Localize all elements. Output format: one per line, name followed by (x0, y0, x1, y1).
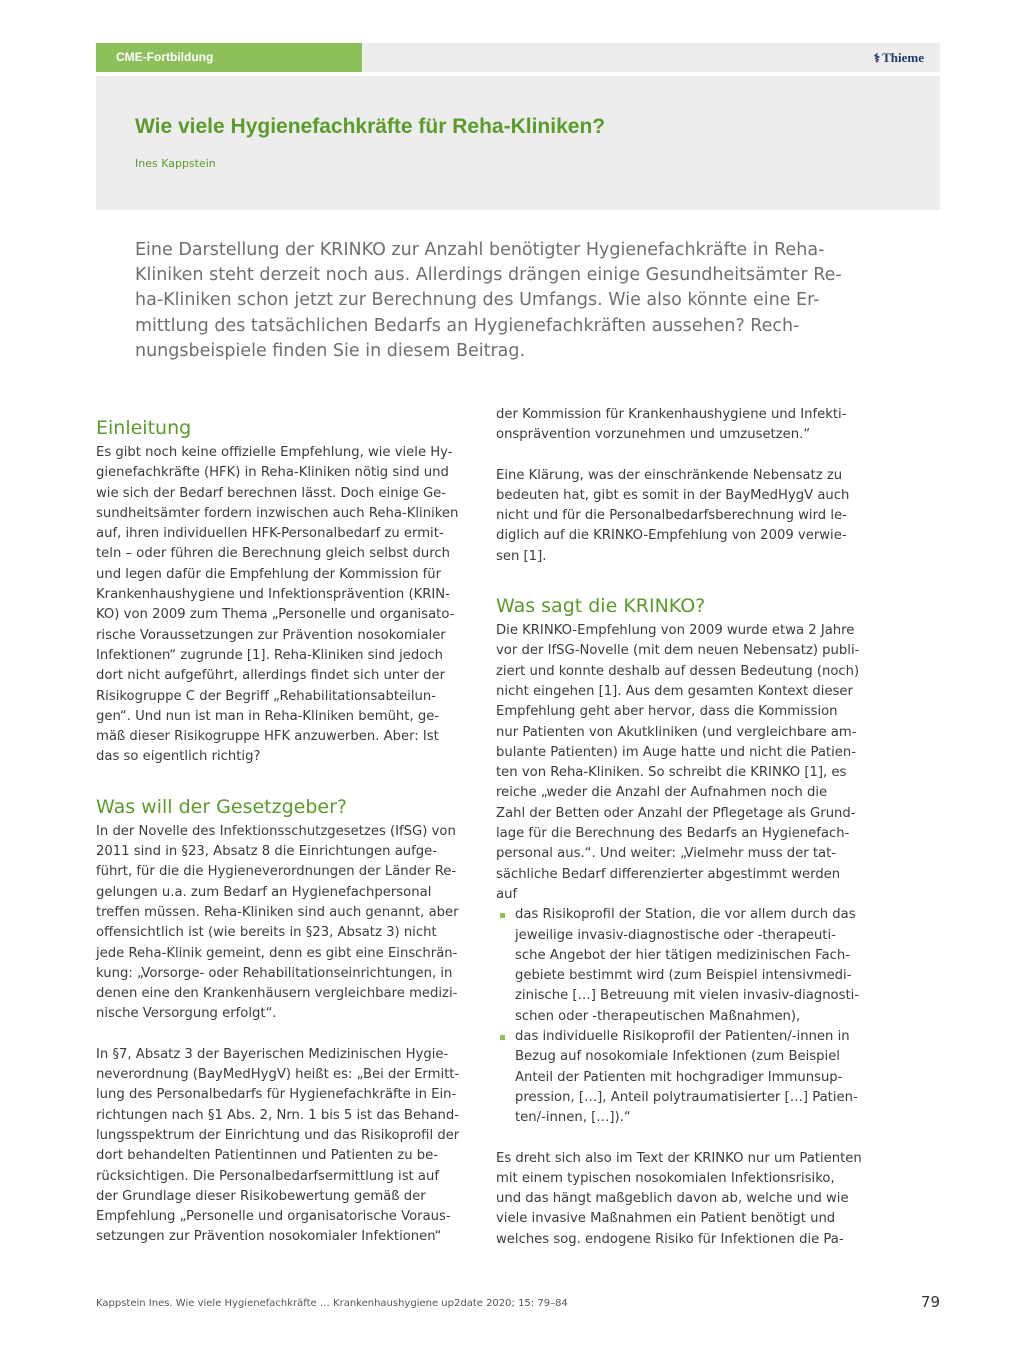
text-line: treffen müssen. Reha-Kliniken sind auch genannt, aber (96, 904, 459, 920)
text-line: bulante Patienten) im Auge hatte und nicht die Patien- (496, 744, 856, 760)
lead-line: mittlung des tatsächlichen Bedarfs an Hygienefachkräften aussehen? Rech- (135, 315, 800, 336)
publisher-logo (874, 43, 924, 72)
text-line: nicht und für die Personalbedarfsberechnung wird le- (496, 508, 847, 524)
lead-line: Eine Darstellung der KRINKO zur Anzahl benötigter Hygienefachkräfte in Reha- (135, 240, 825, 260)
text-line: jede Reha-Klinik gemeint, denn es gibt eine Einschrän- (96, 945, 458, 961)
paragraph-gesetzgeber-2-cont (496, 405, 853, 446)
text-line: auf, ihren individuellen HFK-Personalbedarf zu ermit- (96, 526, 444, 542)
text-line: bedeuten hat, gibt es somit in der BayMedHygV auch (496, 487, 850, 503)
text-line: denen eine den Krankenhäusern vergleichbare medizi- (96, 986, 458, 1002)
lead-line: nungsbeispiele finden Sie in diesem Beitrag. (135, 340, 526, 361)
text-line: viele invasive Maßnahmen ein Patient benötigt und (496, 1211, 836, 1227)
text-line: lage für die Berechnung des Bedarfs an Hygienefach- (496, 826, 850, 842)
text-line: diglich auf die KRINKO-Empfehlung von 2009 verwie- (496, 528, 847, 544)
text-line: jeweilige invasiv-diagnostische oder -therapeuti- (515, 927, 836, 943)
bullet-item (496, 1027, 858, 1128)
text-line: gebiete bestimmt wird (zum Beispiel intensivmedi- (515, 968, 852, 984)
text-line: führt, für die die Hygieneverordnungen der Länder Re- (96, 864, 457, 880)
text-line: dort behandelten Patientinnen und Patienten zu be- (96, 1148, 439, 1164)
bullet-list (496, 905, 860, 1128)
text-line: reiche „weder die Anzahl der Aufnahmen noch die (496, 785, 828, 801)
text-line: gienefachkräfte (HFK) in Reha-Kliniken nötig sind und (96, 465, 449, 481)
text-line: gen“. Und nun ist man in Reha-Kliniken bemüht, ge- (96, 708, 440, 724)
text-line: mäß dieser Risikogruppe HFK anzuwerben. Aber: Ist (96, 729, 439, 745)
publisher-name: Thieme (882, 50, 924, 65)
lead-paragraph (135, 238, 842, 364)
text-line: Empfehlung geht aber hervor, dass die Kommission (496, 704, 838, 720)
paragraph-krinko-1 (496, 621, 860, 905)
text-line: schen oder -therapeutischen Maßnahmen), (515, 1008, 801, 1024)
text-line: richtungen nach §1 Abs. 2, Nrn. 1 bis 5 ist das Behand- (96, 1107, 460, 1123)
text-line: zinische […] Betreuung mit vielen invasiv-diagnosti- (515, 988, 860, 1004)
text-line: Die KRINKO-Empfehlung von 2009 wurde etwa 2 Jahre (496, 623, 855, 639)
text-line: dort nicht aufgeführt, allerdings findet sich unter der (96, 668, 446, 684)
paragraph-einleitung (96, 443, 459, 768)
text-line: und das hängt maßgeblich davon ab, welche und wie (496, 1191, 849, 1207)
text-line: nische Versorgung erfolgt“. (96, 1006, 277, 1022)
text-line: Bezug auf nosokomiale Infektionen (zum Beispiel (515, 1049, 840, 1065)
page-number: 79 (920, 1293, 940, 1311)
text-line: Zahl der Betten oder Anzahl der Pflegetage als Grund- (496, 805, 856, 821)
bullet-item (496, 905, 860, 1027)
text-line: In §7, Absatz 3 der Bayerischen Medizinischen Hygie- (96, 1046, 449, 1062)
heading-krinko: Was sagt die KRINKO? (496, 595, 706, 618)
lead-line: ha-Kliniken schon jetzt zur Berechnung des Umfangs. Wie also könnte eine Er- (135, 290, 820, 311)
text-line: pression, […], Anteil polytraumatisierter […] Patien- (515, 1089, 858, 1105)
text-line: setzungen zur Prävention nosokomialer Infektionen“ (96, 1229, 442, 1245)
text-line: ten von Reha-Kliniken. So schreibt die KRINKO [1], es (496, 765, 847, 781)
paragraph-krinko-2 (496, 1149, 862, 1250)
text-line: Es gibt noch keine offizielle Empfehlung, wie viele Hy- (96, 445, 453, 460)
text-line: Eine Klärung, was der einschränkende Nebensatz zu (496, 467, 843, 483)
text-line: ziert und konnte deshalb auf dessen Bedeutung (noch) (496, 663, 860, 679)
text-line: rische Voraussetzungen zur Prävention nosokomialer (96, 627, 446, 643)
text-line: In der Novelle des Infektionsschutzgesetzes (IfSG) von (96, 823, 456, 839)
text-line: welches sog. endogene Risiko für Infektionen die Pa- (496, 1231, 844, 1247)
text-line: offensichtlich ist (wie bereits in §23, Absatz 3) nicht (96, 925, 437, 941)
text-line: kung: „Vorsorge- oder Rehabilitationseinrichtungen, in (96, 965, 453, 981)
text-line: und legen dafür die Empfehlung der Kommission für (96, 566, 442, 582)
text-line: Anteil der Patienten mit hochgradiger Immunsup- (515, 1069, 843, 1085)
text-line: sächliche Bedarf differenzierter abgestimmt werden (496, 866, 841, 882)
heading-einleitung: Einleitung (96, 417, 192, 439)
text-line: auf (496, 886, 518, 902)
text-line: rücksichtigen. Die Personalbedarfsermittlung ist auf (96, 1168, 440, 1184)
text-line: sen [1]. (496, 548, 547, 564)
text-line: Es dreht sich also im Text der KRINKO nur um Patienten (496, 1150, 862, 1166)
text-line: personal aus.“. Und weiter: „Vielmehr muss der tat- (496, 846, 837, 862)
left-column (96, 413, 460, 1248)
text-line: teln – oder führen die Berechnung gleich selbst durch (96, 546, 450, 562)
text-line: nicht eingehen [1]. Aus dem gesamten Kontext dieser (496, 683, 853, 699)
text-line: lungsspektrum der Einrichtung und das Risikoprofil der (96, 1127, 460, 1143)
text-line: onsprävention vorzunehmen und umzusetzen.“ (496, 427, 811, 443)
article-title: Wie viele Hygienefachkräfte für Reha-Kliniken? (135, 115, 606, 138)
text-line: vor der IfSG-Novelle (mit dem neuen Nebensatz) publi- (496, 643, 860, 659)
text-line: KO) von 2009 zum Thema „Personelle und organisato- (96, 607, 455, 623)
text-line: sundheitsämter fordern inzwischen auch Reha-Kliniken (96, 505, 459, 521)
title-box (96, 76, 940, 210)
text-line: das so eigentlich richtig? (96, 749, 261, 765)
text-line: gelungen u.a. zum Bedarf an Hygienefachpersonal (96, 884, 432, 900)
heading-gesetzgeber: Was will der Gesetzgeber? (96, 795, 347, 818)
thieme-logo-icon: ⚕ (873, 51, 881, 65)
lead-line: Kliniken steht derzeit noch aus. Allerdings drängen einige Gesundheitsämter Re- (135, 265, 842, 286)
paragraph-gesetzgeber-3 (496, 466, 853, 567)
text-line: Infektionen“ zugrunde [1]. Reha-Kliniken sind jedoch (96, 647, 443, 663)
header-bar (96, 43, 940, 72)
text-line: Empfehlung „Personelle und organisatorische Voraus- (96, 1209, 451, 1225)
text-line: das Risikoprofil der Station, die vor allem durch das (515, 907, 856, 923)
text-line: der Grundlage dieser Risikobewertung gemäß der (96, 1188, 426, 1204)
text-line: der Kommission für Krankenhaushygiene und Infekti- (496, 407, 847, 422)
paragraph-gesetzgeber-2 (96, 1045, 460, 1248)
right-column (496, 405, 862, 1250)
text-line: ten/-innen, […]).“ (515, 1110, 631, 1126)
text-line: nur Patienten von Akutkliniken (und vergleichbare am- (496, 724, 857, 740)
paragraph-gesetzgeber-1 (96, 822, 459, 1025)
text-line: 2011 sind in §23, Absatz 8 die Einrichtungen aufge- (96, 844, 438, 860)
article-author: Ines Kappstein (135, 157, 216, 170)
text-line: Krankenhaushygiene und Infektionsprävention (KRIN- (96, 587, 450, 603)
text-line: wie sich der Bedarf berechnen lässt. Doch einige Ge- (96, 485, 447, 501)
text-line: mit einem typischen nosokomialen Infektionsrisiko, (496, 1170, 835, 1186)
text-line: neverordnung (BayMedHygV) heißt es: „Bei der Ermitt- (96, 1067, 460, 1083)
footer-citation: Kappstein Ines. Wie viele Hygienefachkräfte … Krankenhaushygiene up2date 2020; 15: 79–84 (96, 1298, 568, 1309)
section-label: CME-Fortbildung (96, 43, 362, 72)
text-line: Risikogruppe C der Begriff „Rehabilitationsabteilun- (96, 688, 436, 704)
text-line: das individuelle Risikoprofil der Patienten/-innen in (515, 1029, 850, 1045)
text-line: sche Angebot der hier tätigen medizinischen Fach- (515, 947, 850, 963)
text-line: lung des Personalbedarfs für Hygienefachkräfte in Ein- (96, 1087, 457, 1103)
